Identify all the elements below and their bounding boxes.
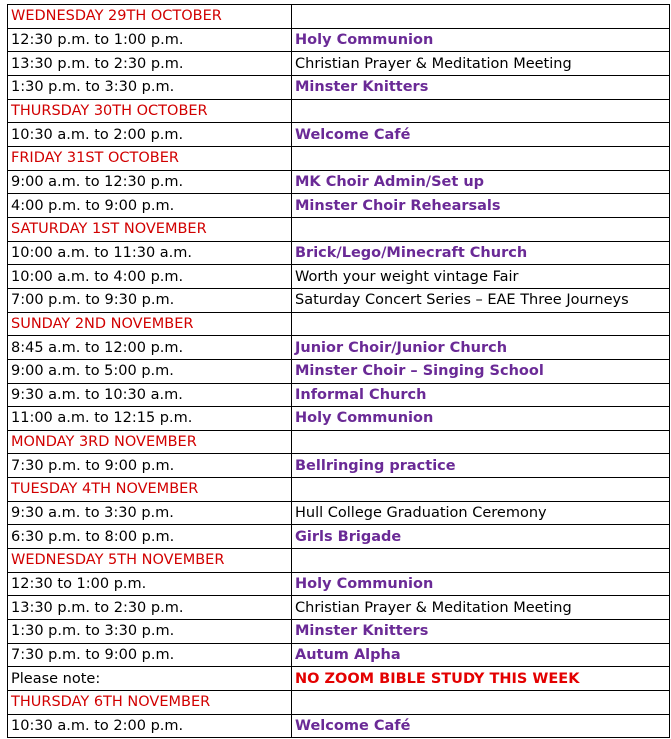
event-row: [8, 265, 670, 289]
event-time: 1:30 p.m. to 3:30 p.m.: [8, 75, 292, 99]
event-name: NO ZOOM BIBLE STUDY THIS WEEK: [292, 667, 670, 691]
event-row: [8, 194, 670, 218]
empty-cell: [292, 217, 670, 241]
day-header-row: [8, 312, 670, 336]
event-name: Worth your weight vintage Fair: [292, 265, 670, 289]
day-header-row: [8, 430, 670, 454]
event-time: 1:30 p.m. to 3:30 p.m.: [8, 620, 292, 644]
empty-cell: [292, 146, 670, 170]
event-time: 4:00 p.m. to 9:00 p.m.: [8, 194, 292, 218]
event-time: 9:30 a.m. to 3:30 p.m.: [8, 501, 292, 525]
event-name: Holy Communion: [292, 407, 670, 431]
event-time: 9:00 a.m. to 12:30 p.m.: [8, 170, 292, 194]
event-row: [8, 123, 670, 147]
empty-cell: [292, 691, 670, 715]
schedule-table: [7, 4, 670, 738]
event-name: Christian Prayer & Meditation Meeting: [292, 596, 670, 620]
event-row: [8, 241, 670, 265]
day-header-row: [8, 217, 670, 241]
event-row: [8, 714, 670, 738]
event-row: [8, 620, 670, 644]
event-time: 7:30 p.m. to 9:00 p.m.: [8, 454, 292, 478]
day-header-row: [8, 146, 670, 170]
day-heading: WEDNESDAY 5TH NOVEMBER: [8, 549, 292, 573]
day-heading: THURSDAY 30TH OCTOBER: [8, 99, 292, 123]
event-name: Holy Communion: [292, 28, 670, 52]
event-time: 12:30 to 1:00 p.m.: [8, 572, 292, 596]
event-name: Saturday Concert Series – EAE Three Journeys: [292, 288, 670, 312]
event-time: 10:00 a.m. to 11:30 a.m.: [8, 241, 292, 265]
event-time: 13:30 p.m. to 2:30 p.m.: [8, 596, 292, 620]
empty-cell: [292, 478, 670, 502]
event-time: 9:00 a.m. to 5:00 p.m.: [8, 359, 292, 383]
event-name: Girls Brigade: [292, 525, 670, 549]
event-row: [8, 288, 670, 312]
event-time: 11:00 a.m. to 12:15 p.m.: [8, 407, 292, 431]
day-header-row: [8, 478, 670, 502]
day-heading: SUNDAY 2ND NOVEMBER: [8, 312, 292, 336]
event-row: [8, 454, 670, 478]
event-time: 8:45 a.m. to 12:00 p.m.: [8, 336, 292, 360]
day-heading: MONDAY 3RD NOVEMBER: [8, 430, 292, 454]
event-time: 7:00 p.m. to 9:30 p.m.: [8, 288, 292, 312]
event-row: [8, 28, 670, 52]
event-time: 10:30 a.m. to 2:00 p.m.: [8, 714, 292, 738]
event-row: [8, 383, 670, 407]
event-name: Minster Knitters: [292, 620, 670, 644]
event-name: Minster Choir – Singing School: [292, 359, 670, 383]
event-row: [8, 407, 670, 431]
event-name: Welcome Café: [292, 123, 670, 147]
event-name: Minster Choir Rehearsals: [292, 194, 670, 218]
empty-cell: [292, 99, 670, 123]
event-row: [8, 359, 670, 383]
event-row: [8, 501, 670, 525]
event-time: 12:30 p.m. to 1:00 p.m.: [8, 28, 292, 52]
day-heading: FRIDAY 31ST OCTOBER: [8, 146, 292, 170]
day-heading: THURSDAY 6TH NOVEMBER: [8, 691, 292, 715]
event-time: 7:30 p.m. to 9:00 p.m.: [8, 643, 292, 667]
day-heading: WEDNESDAY 29TH OCTOBER: [8, 5, 292, 29]
day-header-row: [8, 549, 670, 573]
event-row: [8, 667, 670, 691]
event-time: 6:30 p.m. to 8:00 p.m.: [8, 525, 292, 549]
event-name: Brick/Lego/Minecraft Church: [292, 241, 670, 265]
day-header-row: [8, 5, 670, 29]
event-row: [8, 52, 670, 76]
event-name: Autum Alpha: [292, 643, 670, 667]
event-time: 10:00 a.m. to 4:00 p.m.: [8, 265, 292, 289]
event-time: Please note:: [8, 667, 292, 691]
event-row: [8, 75, 670, 99]
event-name: Christian Prayer & Meditation Meeting: [292, 52, 670, 76]
event-name: Minster Knitters: [292, 75, 670, 99]
day-header-row: [8, 691, 670, 715]
event-name: Welcome Café: [292, 714, 670, 738]
empty-cell: [292, 312, 670, 336]
event-row: [8, 643, 670, 667]
event-name: MK Choir Admin/Set up: [292, 170, 670, 194]
empty-cell: [292, 430, 670, 454]
event-row: [8, 525, 670, 549]
event-name: Bellringing practice: [292, 454, 670, 478]
event-row: [8, 170, 670, 194]
event-row: [8, 336, 670, 360]
event-name: Hull College Graduation Ceremony: [292, 501, 670, 525]
event-time: 10:30 a.m. to 2:00 p.m.: [8, 123, 292, 147]
empty-cell: [292, 549, 670, 573]
event-time: 9:30 a.m. to 10:30 a.m.: [8, 383, 292, 407]
event-time: 13:30 p.m. to 2:30 p.m.: [8, 52, 292, 76]
event-row: [8, 572, 670, 596]
empty-cell: [292, 5, 670, 29]
event-name: Informal Church: [292, 383, 670, 407]
day-heading: SATURDAY 1ST NOVEMBER: [8, 217, 292, 241]
day-heading: TUESDAY 4TH NOVEMBER: [8, 478, 292, 502]
schedule-body: [8, 5, 670, 738]
day-header-row: [8, 99, 670, 123]
event-row: [8, 596, 670, 620]
event-name: Junior Choir/Junior Church: [292, 336, 670, 360]
event-name: Holy Communion: [292, 572, 670, 596]
